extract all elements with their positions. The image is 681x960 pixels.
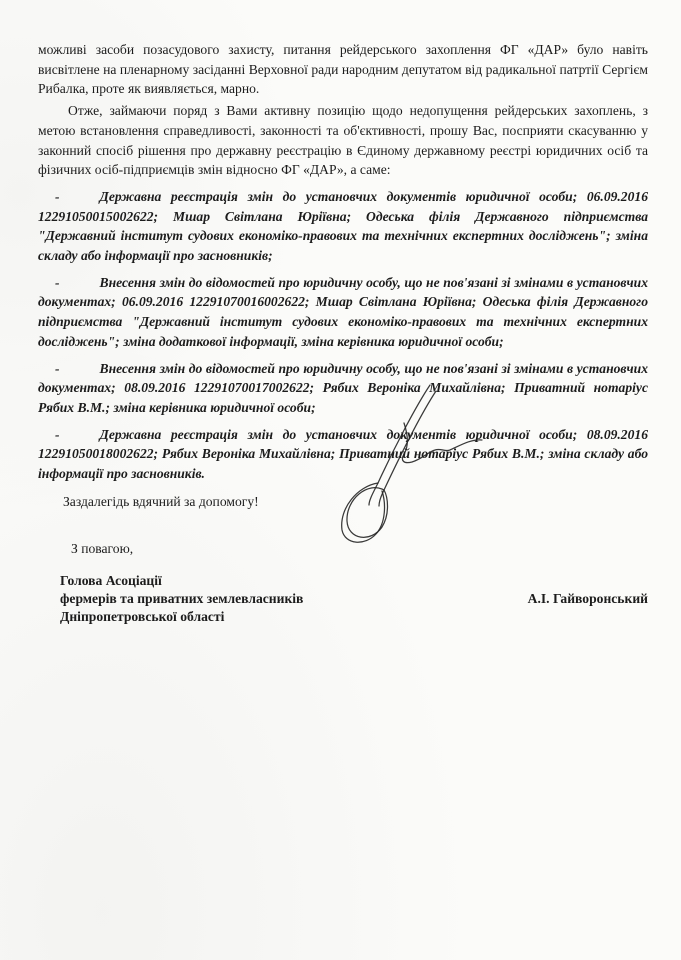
list-item-text: Державна реєстрація змін до установчих документів юридичної особи; 06.09.2016 12291050015002622; Мшар Світлана Юріївна; Одеська філія Державного підприємства "Державний інститут судових економіко-правових та технічних експертних досліджень"; зміна складу або інформації про засновників; [38,188,648,264]
signer-name: А.І. Гайворонський [527,590,648,606]
paragraph-request: Отже, займаючи поряд з Вами активну позицію щодо недопущення рейдерських захоплень, з метою встановлення справедливості, законності та об'єктивності, прошу Вас, посприяти скасуванню у законний спосіб рішення про державну реєстрацію в Єдиному державному реєстрі юридичних осіб та фізичних осіб-підприємців змін відносно ФГ «ДАР», а саме: [38,103,648,178]
list-item-text: Державна реєстрація змін до установчих документів юридичної особи; 08.09.2016 12291050018002622; Рябих Вероніка Михайлівна; Приватний нотаріус Рябих В.М.; зміна складу або інформації про засновників. [38,426,648,482]
list-marker: - [55,360,60,376]
list-marker: - [55,426,60,442]
paragraph-continuation: можливі засоби позасудового захисту, питання рейдерського захоплення ФГ «ДАР» було навіть висвітлене на пленарному засіданні Верховної ради народним депутатом від радикальної патртії Сергієм Рибалка, проте як виявляється, марно. [38,42,648,97]
list-item [38,359,648,418]
signature-block [38,572,648,625]
letter-body [38,40,648,625]
signer-title-line: фермерів та приватних землевласників [60,590,304,606]
signer-title-line: Голова Асоціації [60,573,162,589]
list-item-text: Внесення змін до відомостей про юридичну особу, що не пов'язані зі змінами в установчих документах; 06.09.2016 12291070016002622; Мшар Світлана Юріївна; Одеська філія Державного підприємства "Державний інститут судових економіко-правових та технічних експертних досліджень"; зміна додаткової інформації, зміна керівника юридичної особи; [38,274,648,349]
salutation-line: З повагою, [71,541,134,557]
list-marker: - [55,188,60,204]
signer-title-line: Дніпропетровської області [60,608,225,624]
list-item [38,425,648,484]
list-item [38,187,648,266]
list-item [38,273,648,352]
list-marker: - [55,274,60,290]
closing-line: Заздалегідь вдячний за допомогу! [63,493,259,509]
list-item-text: Внесення змін до відомостей про юридичну особу, що не пов'язані зі змінами в установчих документах; 08.09.2016 12291070017002622; Рябих Вероніка Михайлівна; Приватний нотаріус Рябих В.М.; зміна керівника юридичної особи; [38,360,648,415]
signer-title [38,572,303,625]
